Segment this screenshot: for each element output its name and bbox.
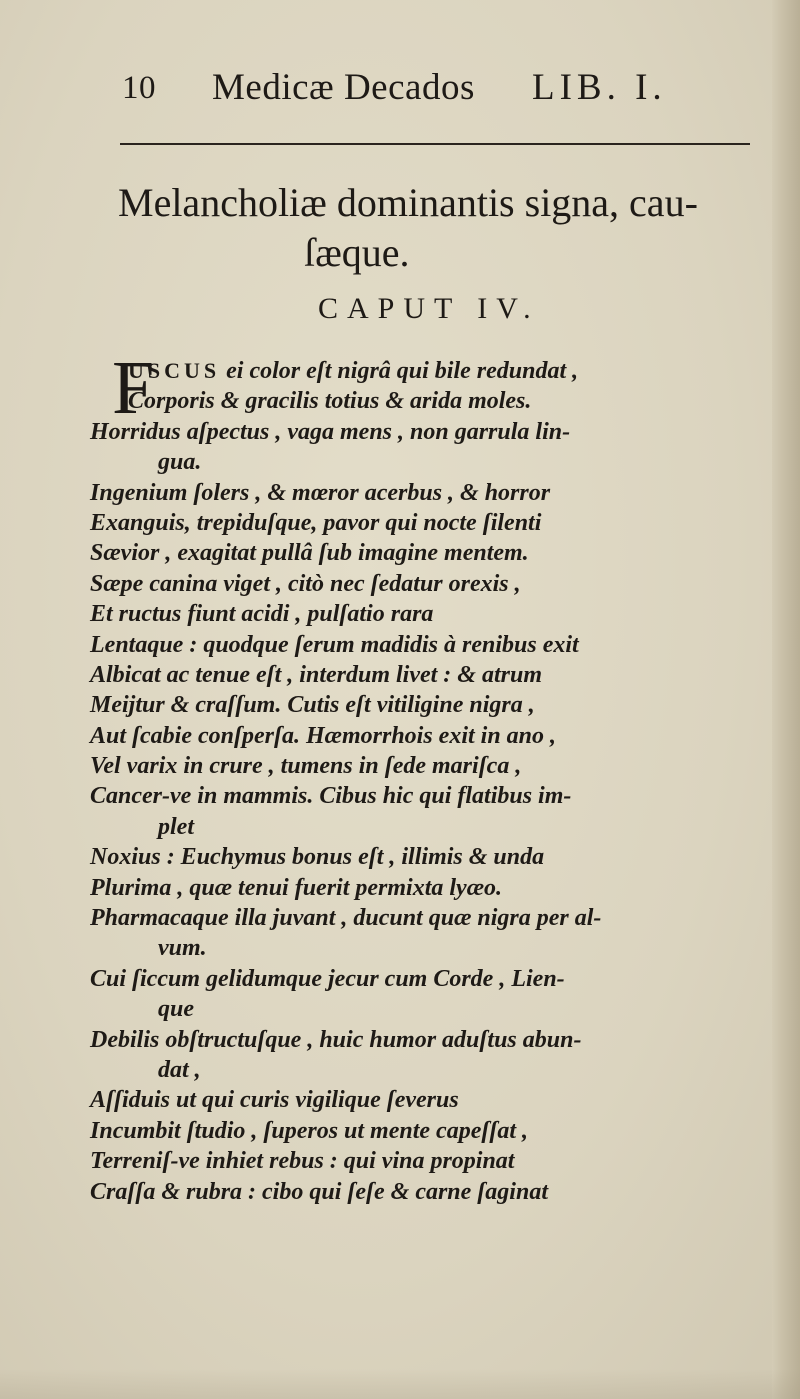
verse-line: Cui ſiccum gelidumque jecur cum Corde , Lien- [90,965,565,992]
verse-line: dat , [158,1056,201,1083]
verse-line: Plurima , quæ tenui fuerit permixta lyæo. [90,874,503,901]
verse-line: Lentaque : quodque ſerum madidis à renibus exit [90,631,579,658]
verse-line: Et ructus fiunt acidi , pulſatio rara [90,601,434,628]
verse-line: Noxius : Euchymus bonus eſt , illimis & unda [90,844,545,871]
verse-line: Albicat ac tenue eſt , interdum livet : & atrum [90,661,542,688]
verse-line: Pharmacaque illa juvant , ducunt quæ nigra per al- [90,905,602,932]
verse-line: que [158,996,194,1023]
verse-line: Terreniſ-ve inhiet rebus : qui vina propinat [90,1148,515,1175]
page-number: 10 [122,70,156,106]
running-head [122,66,762,116]
verse-line: Cancer-ve in mammis. Cibus hic qui flatibus im- [90,783,572,810]
verse-line: Sævior , exagitat pullâ ſub imagine mentem. [90,540,529,567]
page-bottom-shade [0,1369,800,1399]
drop-cap: F [112,346,155,430]
verse-line: Debilis obſtructuſque , huic humor aduſtus abun- [90,1026,582,1053]
verse-line: Vel varix in crure , tumens in ſede mariſca , [90,753,522,780]
verse-line: Meijtur & craſſum. Cutis eſt vitiligine nigra , [90,692,535,719]
verse-line: vum. [158,935,207,962]
chapter-title-line-2: ſæque. [304,230,410,275]
first-word: USCUS [128,358,221,383]
verse-line: Horridus aſpectus , vaga mens , non garrula lin- [90,418,571,445]
header-rule [120,143,750,145]
verse-line: Sæpe canina viget , citò nec ſedatur orexis , [90,570,521,597]
verse-line: Ingenium ſolers , & mœror acerbus , & horror [90,479,551,506]
verse-line: Craſſa & rubra : cibo qui ſeſe & carne ſaginat [90,1178,548,1205]
chapter-title-line-1: Melancholiæ dominantis signa, cau- [118,180,698,225]
verse-text [90,346,760,1207]
verse-line: Exanguis, trepiduſque, pavor qui nocte ſilenti [90,509,542,536]
chapter-number: CAPUT IV. [318,292,540,325]
verse-line: gua. [158,449,202,476]
verse-line: Aſſiduis ut qui curis vigilique ſeverus [90,1087,459,1114]
verse-line: Corporis & gracilis totius & arida moles. [128,388,532,415]
page-edge-shadow [772,0,800,1399]
running-head-title: Medicæ Decados [212,67,475,108]
verse-line: USCUS ei color eſt nigrâ qui bile redundat , [128,358,579,384]
verse-line: Incumbit ſtudio , ſuperos ut mente capeſſat , [90,1117,528,1144]
verse-line: Aut ſcabie conſperſa. Hæmorrhois exit in ano , [90,722,557,749]
running-head-book: LIB. I. [532,67,667,108]
verse-line: plet [158,813,194,840]
chapter-title [118,178,768,278]
